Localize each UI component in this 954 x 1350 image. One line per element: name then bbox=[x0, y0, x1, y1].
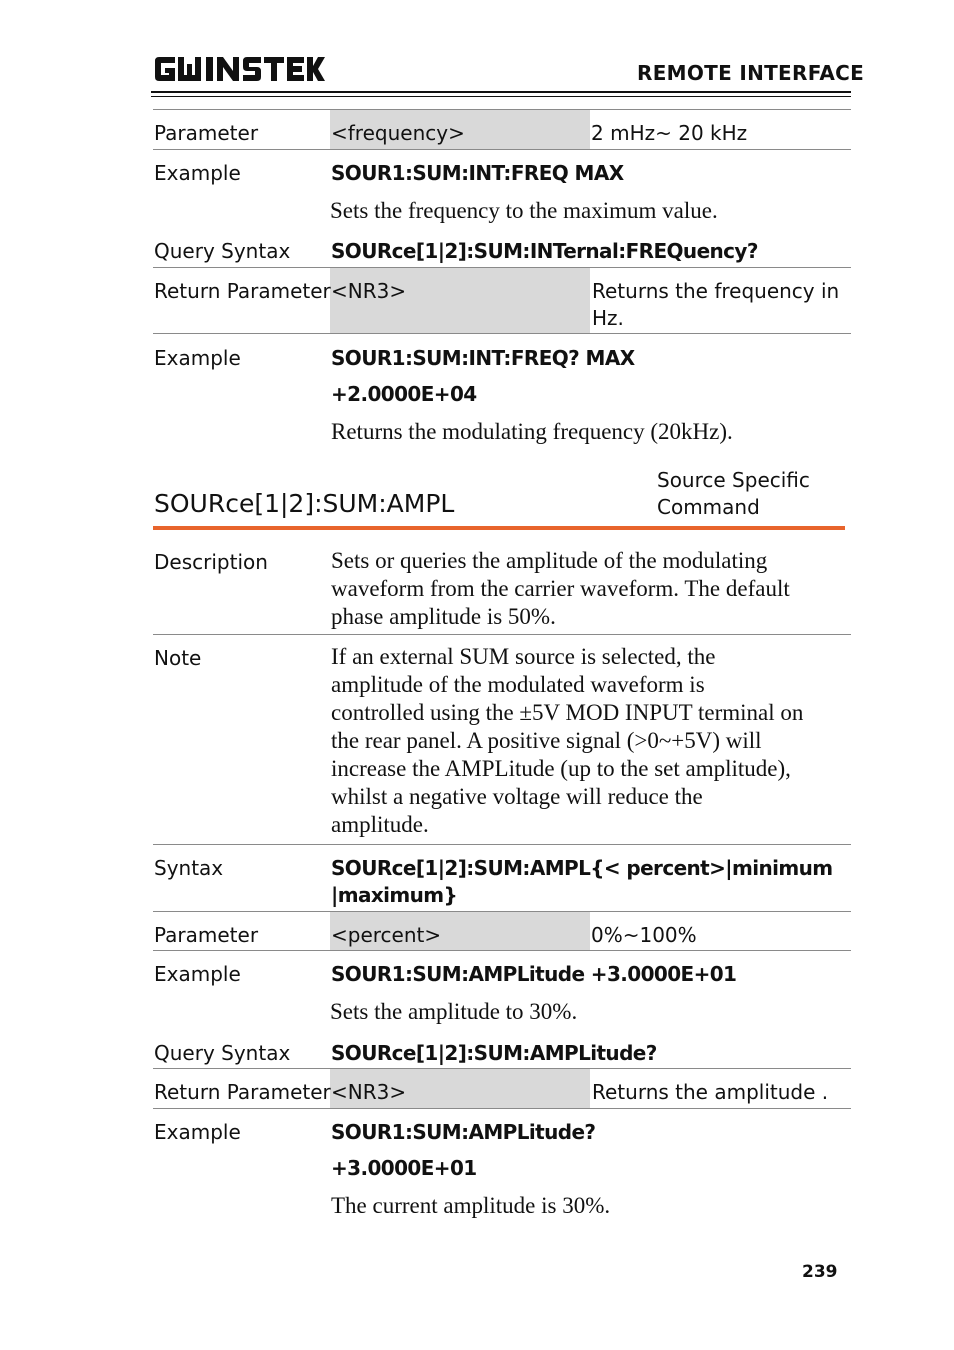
parameter-range: 0%~100% bbox=[591, 923, 697, 947]
example-description: The current amplitude is 30%. bbox=[331, 1193, 611, 1218]
divider bbox=[153, 950, 851, 951]
divider bbox=[153, 634, 851, 635]
return-parameter-label: Return Parameter bbox=[154, 1080, 331, 1104]
description-label: Description bbox=[154, 550, 268, 574]
query-syntax-label: Query Syntax bbox=[154, 239, 291, 263]
parameter-range: 2 mHz~ 20 kHz bbox=[591, 121, 748, 145]
command-type-cont: Command bbox=[657, 495, 760, 519]
example-label: Example bbox=[154, 1120, 241, 1144]
example-response: +3.0000E+01 bbox=[331, 1156, 477, 1180]
return-parameter-name: <NR3> bbox=[331, 1080, 407, 1104]
header-rule bbox=[151, 91, 851, 93]
section-accent-rule bbox=[153, 526, 845, 530]
syntax-command: SOURce[1|2]:SUM:AMPL{< percent>|minimum bbox=[331, 856, 833, 880]
query-syntax-command: SOURce[1|2]:SUM:AMPLitude? bbox=[331, 1041, 657, 1065]
return-description: Returns the frequency in bbox=[592, 279, 840, 303]
divider bbox=[153, 844, 851, 845]
parameter-name: <percent> bbox=[331, 923, 442, 947]
note-line: If an external SUM source is selected, the bbox=[331, 644, 716, 669]
note-line: the rear panel. A positive signal (>0~+5V) will bbox=[331, 728, 762, 753]
note-line: amplitude of the modulated waveform is bbox=[331, 672, 705, 697]
parameter-label: Parameter bbox=[154, 121, 259, 145]
header-rule-thin bbox=[151, 96, 851, 97]
example-description: Sets the amplitude to 30%. bbox=[330, 999, 578, 1024]
page-number: 239 bbox=[802, 1262, 838, 1282]
example-command: SOUR1:SUM:AMPLitude +3.0000E+01 bbox=[331, 962, 737, 986]
return-parameter-name: <NR3> bbox=[331, 279, 407, 303]
example-response: +2.0000E+04 bbox=[331, 382, 477, 406]
description-line: waveform from the carrier waveform. The default bbox=[331, 576, 790, 601]
syntax-label: Syntax bbox=[154, 856, 224, 880]
note-line: whilst a negative voltage will reduce the bbox=[331, 784, 703, 809]
parameter-name: <frequency> bbox=[331, 121, 465, 145]
command-type: Source Specific bbox=[657, 468, 810, 492]
note-line: controlled using the ±5V MOD INPUT terminal on bbox=[331, 700, 804, 725]
note-line: increase the AMPLitude (up to the set amplitude), bbox=[331, 756, 791, 781]
divider bbox=[153, 333, 851, 334]
divider bbox=[153, 149, 851, 150]
example-command: SOUR1:SUM:INT:FREQ MAX bbox=[331, 161, 624, 185]
section-header: REMOTE INTERFACE bbox=[637, 61, 865, 85]
example-label: Example bbox=[154, 346, 241, 370]
gw-instek-logo bbox=[153, 54, 325, 84]
syntax-command-cont: |maximum} bbox=[331, 883, 458, 907]
example-query-command: SOUR1:SUM:INT:FREQ? MAX bbox=[331, 346, 635, 370]
example-description: Sets the frequency to the maximum value. bbox=[330, 198, 718, 223]
return-description: Returns the amplitude . bbox=[592, 1080, 829, 1104]
example-description: Returns the modulating frequency (20kHz). bbox=[331, 419, 733, 444]
note-line: amplitude. bbox=[331, 812, 429, 837]
return-parameter-label: Return Parameter bbox=[154, 279, 331, 303]
query-syntax-label: Query Syntax bbox=[154, 1041, 291, 1065]
query-syntax-command: SOURce[1|2]:SUM:INTernal:FREQuency? bbox=[331, 239, 758, 263]
note-text bbox=[331, 643, 803, 839]
example-label: Example bbox=[154, 962, 241, 986]
example-label: Example bbox=[154, 161, 241, 185]
parameter-label: Parameter bbox=[154, 923, 259, 947]
divider bbox=[153, 1108, 851, 1109]
description-line: Sets or queries the amplitude of the modulating bbox=[331, 548, 768, 573]
description-line: phase amplitude is 50%. bbox=[331, 604, 556, 629]
example-query-command: SOUR1:SUM:AMPLitude? bbox=[331, 1120, 596, 1144]
section-title: SOURce[1|2]:SUM:AMPL bbox=[154, 489, 455, 518]
description-text bbox=[331, 547, 790, 631]
note-label: Note bbox=[154, 646, 202, 670]
return-description-cont: Hz. bbox=[592, 306, 624, 330]
logo-text: GW INSTEK bbox=[153, 54, 159, 55]
